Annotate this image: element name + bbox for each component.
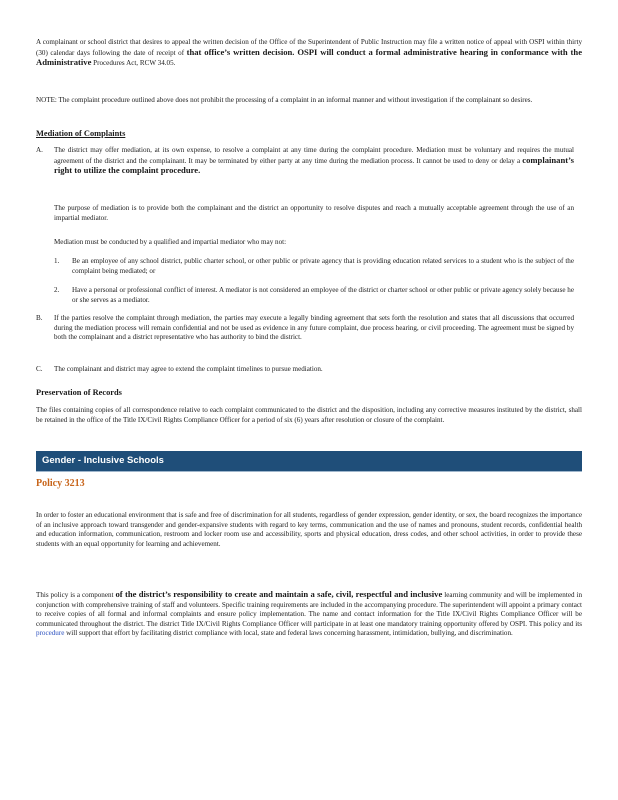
note-paragraph: NOTE: The complaint procedure outlined above does not prohibit the processing of a complaint in an informal manner and without investigation if the complainant so desires. bbox=[36, 96, 533, 104]
sub-2-marker: 2. bbox=[54, 286, 60, 294]
mediation-heading: Mediation of Complaints bbox=[36, 129, 126, 138]
item-a-text-emphasis: complainant’s right to utilize the complaint procedure. bbox=[54, 154, 574, 176]
appeal-text-2: Procedures Act, RCW 34.05. bbox=[93, 59, 176, 68]
policy-paragraph-2 bbox=[36, 590, 582, 639]
para2-text-emphasis: of the district’s responsibility to create and maintain a safe, civil, respectful and inclusive bbox=[115, 589, 443, 599]
section-title: Gender - Inclusive Schools bbox=[42, 455, 164, 466]
item-c-text: The complainant and district may agree to extend the complaint timelines to pursue mediation. bbox=[54, 365, 323, 373]
appeal-text-emphasis: that office’s written decision. OSPI will conduct a formal administrative hearing in conformance with the Administrative bbox=[36, 46, 583, 68]
section-divider bbox=[36, 471, 582, 472]
policy-paragraph-1: In order to foster an educational environment that is safe and free of discrimination for all students, regardless of gender expression, gender identity, or sex, the board recognizes the importance of an inclusive approach toward transgender and gender-expansive students with regard to key terms, communication and the use of names and pronouns, student records, confidential health and education information, communication, restroom and locker room use and accessibility, sports and physical education, dress codes, and other school activities, in order to provide these students with an equal opportunity for learning and achievement. bbox=[36, 511, 582, 548]
item-a-text bbox=[54, 146, 574, 177]
item-b-marker: B. bbox=[36, 314, 43, 322]
item-c-marker: C. bbox=[36, 365, 43, 373]
policy-label: Policy 3213 bbox=[36, 478, 85, 489]
preservation-heading: Preservation of Records bbox=[36, 388, 122, 397]
item-a-text-1: The district may offer mediation, at its own expense, to resolve a complaint at any time during the complaint procedure. Mediation must be voluntary and requires the mutual agreement of the district and the complainant. It may be terminated by either party at any time during the mediation process. It cannot be used to deny or delay a bbox=[54, 146, 574, 165]
item-b-text: If the parties resolve the complaint through mediation, the parties may execute a legally binding agreement that sets forth the resolution and states that all discussions that occurred during the mediation process will remain confidential and not be used as evidence in any future complaint, due process hearing, or civil proceeding. The agreement must be signed by both the complainant and a district representative who has authority to bind the district. bbox=[54, 314, 574, 342]
para2-text-2: learning community and will be implemented in conjunction with comprehensive training of staff and volunteers. Specific training requirements are included in the accompanying procedure. The superintendent will appoint a primary contact to receive copies of all formal and informal complaints and ensure policy implementation. The name and contact information for the Title IX/Civil Rights Compliance Officer will be communicated throughout the district. The district Title IX/Civil Rights Compliance Officer will participate in at least one mandatory training opportunity offered by OSPI. This policy and its bbox=[36, 591, 582, 628]
appeal-paragraph bbox=[36, 38, 582, 69]
procedure-link[interactable]: procedure bbox=[36, 629, 65, 638]
appeal-text-1: A complainant or school district that desires to appeal the written decision of the Office of the Superintendent of Public Instruction may file a written notice of appeal with OSPI within thirty (30) calendar days following the date of receipt of bbox=[36, 38, 582, 57]
sub-2-text: Have a personal or professional conflict of interest. A mediator is not considered an employee of the district or charter school or other public or private agency solely because he or she serves as a mediator. bbox=[72, 286, 574, 304]
mediation-purpose: The purpose of mediation is to provide both the complainant and the district an opportunity to resolve disputes and reach a mutually acceptable agreement through the use of an impartial mediator. bbox=[54, 204, 574, 222]
preservation-text: The files containing copies of all correspondence relative to each complaint communicated to the district and the disposition, including any corrective measures instituted by the district, shall be retained in the office of the Title IX/Civil Rights Compliance Officer for a period of six (6) years after resolution or closure of the complaint. bbox=[36, 406, 582, 424]
item-a-marker: A. bbox=[36, 146, 43, 154]
sub-1-marker: 1. bbox=[54, 257, 60, 265]
sub-1-text: Be an employee of any school district, public charter school, or other public or private agency that is providing education related services to a student who is the subject of the complaint being mediated; or bbox=[72, 257, 574, 275]
mediation-conducted: Mediation must be conducted by a qualified and impartial mediator who may not: bbox=[54, 238, 287, 246]
para2-text-3: will support that effort by facilitating district compliance with local, state and federal laws concerning harassment, intimidation, bullying, and discrimination. bbox=[66, 629, 513, 638]
para2-text-1: This policy is a component bbox=[36, 591, 114, 599]
